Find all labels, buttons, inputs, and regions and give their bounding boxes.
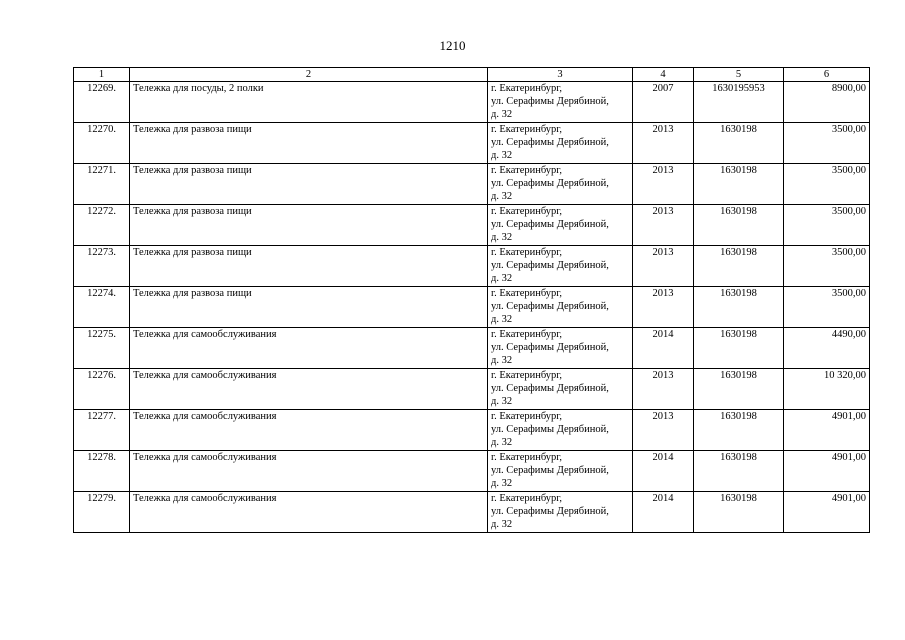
price-cell: 4901,00 <box>784 410 870 451</box>
address-line: д. 32 <box>491 191 513 202</box>
address-line: ул. Серафимы Дерябиной, <box>491 219 609 230</box>
item-number-cell: 12270. <box>74 123 130 164</box>
address-line: д. 32 <box>491 314 513 325</box>
table-row <box>74 205 870 246</box>
address-line: д. 32 <box>491 109 513 120</box>
item-name-cell: Тележка для самообслуживания <box>130 492 488 533</box>
item-name-cell: Тележка для самообслуживания <box>130 369 488 410</box>
price-cell: 10 320,00 <box>784 369 870 410</box>
address-line: г. Екатеринбург, <box>491 165 563 176</box>
price-cell: 4901,00 <box>784 492 870 533</box>
address-line: ул. Серафимы Дерябиной, <box>491 465 609 476</box>
item-name-cell: Тележка для самообслуживания <box>130 410 488 451</box>
address-line: д. 32 <box>491 519 513 530</box>
column-header-5: 5 <box>694 68 784 82</box>
item-number-cell: 12279. <box>74 492 130 533</box>
item-number-cell: 12272. <box>74 205 130 246</box>
address-cell <box>488 492 633 533</box>
item-number-cell: 12269. <box>74 82 130 123</box>
table-row <box>74 451 870 492</box>
item-number-cell: 12271. <box>74 164 130 205</box>
column-header-3: 3 <box>488 68 633 82</box>
address-line: ул. Серафимы Дерябиной, <box>491 260 609 271</box>
address-line: ул. Серафимы Дерябиной, <box>491 178 609 189</box>
address-cell <box>488 164 633 205</box>
price-cell: 3500,00 <box>784 123 870 164</box>
address-line: г. Екатеринбург, <box>491 329 563 340</box>
year-cell: 2014 <box>633 492 694 533</box>
year-cell: 2013 <box>633 205 694 246</box>
inventory-code-cell: 1630198 <box>694 451 784 492</box>
address-cell <box>488 328 633 369</box>
table-body <box>74 82 870 533</box>
address-line: г. Екатеринбург, <box>491 206 563 217</box>
table-row <box>74 123 870 164</box>
address-cell <box>488 82 633 123</box>
address-line: д. 32 <box>491 150 513 161</box>
price-cell: 3500,00 <box>784 205 870 246</box>
address-line: ул. Серафимы Дерябиной, <box>491 424 609 435</box>
year-cell: 2014 <box>633 328 694 369</box>
address-cell <box>488 410 633 451</box>
table-row <box>74 328 870 369</box>
table-row <box>74 246 870 287</box>
price-cell: 3500,00 <box>784 287 870 328</box>
item-number-cell: 12274. <box>74 287 130 328</box>
inventory-code-cell: 1630198 <box>694 492 784 533</box>
item-number-cell: 12276. <box>74 369 130 410</box>
address-line: г. Екатеринбург, <box>491 247 563 258</box>
address-line: д. 32 <box>491 437 513 448</box>
table-row <box>74 287 870 328</box>
address-line: ул. Серафимы Дерябиной, <box>491 383 609 394</box>
table-row <box>74 82 870 123</box>
address-cell <box>488 287 633 328</box>
inventory-code-cell: 1630198 <box>694 123 784 164</box>
address-line: ул. Серафимы Дерябиной, <box>491 506 609 517</box>
item-name-cell: Тележка для посуды, 2 полки <box>130 82 488 123</box>
inventory-table <box>73 67 870 533</box>
address-line: г. Екатеринбург, <box>491 124 563 135</box>
column-header-4: 4 <box>633 68 694 82</box>
address-line: г. Екатеринбург, <box>491 83 563 94</box>
address-line: д. 32 <box>491 396 513 407</box>
year-cell: 2014 <box>633 451 694 492</box>
address-line: г. Екатеринбург, <box>491 288 563 299</box>
item-number-cell: 12273. <box>74 246 130 287</box>
item-name-cell: Тележка для развоза пищи <box>130 205 488 246</box>
table-row <box>74 164 870 205</box>
header-row <box>74 68 870 82</box>
column-header-1: 1 <box>74 68 130 82</box>
address-line: ул. Серафимы Дерябиной, <box>491 342 609 353</box>
table-row <box>74 492 870 533</box>
item-name-cell: Тележка для развоза пищи <box>130 287 488 328</box>
inventory-code-cell: 1630198 <box>694 410 784 451</box>
address-line: ул. Серафимы Дерябиной, <box>491 301 609 312</box>
item-name-cell: Тележка для развоза пищи <box>130 164 488 205</box>
year-cell: 2013 <box>633 164 694 205</box>
year-cell: 2013 <box>633 369 694 410</box>
address-line: г. Екатеринбург, <box>491 452 563 463</box>
address-cell <box>488 205 633 246</box>
price-cell: 8900,00 <box>784 82 870 123</box>
address-cell <box>488 369 633 410</box>
price-cell: 4901,00 <box>784 451 870 492</box>
price-cell: 3500,00 <box>784 246 870 287</box>
address-line: г. Екатеринбург, <box>491 411 563 422</box>
address-cell <box>488 451 633 492</box>
page-number: 1210 <box>439 38 466 53</box>
table-header <box>74 68 870 82</box>
inventory-code-cell: 1630198 <box>694 369 784 410</box>
year-cell: 2007 <box>633 82 694 123</box>
address-line: д. 32 <box>491 355 513 366</box>
inventory-code-cell: 1630198 <box>694 164 784 205</box>
table-row <box>74 410 870 451</box>
address-cell <box>488 123 633 164</box>
address-line: д. 32 <box>491 478 513 489</box>
inventory-code-cell: 1630198 <box>694 328 784 369</box>
item-name-cell: Тележка для развоза пищи <box>130 246 488 287</box>
address-line: ул. Серафимы Дерябиной, <box>491 137 609 148</box>
item-name-cell: Тележка для самообслуживания <box>130 328 488 369</box>
inventory-code-cell: 1630198 <box>694 246 784 287</box>
column-header-6: 6 <box>784 68 870 82</box>
item-number-cell: 12278. <box>74 451 130 492</box>
address-line: г. Екатеринбург, <box>491 370 563 381</box>
price-cell: 4490,00 <box>784 328 870 369</box>
item-number-cell: 12277. <box>74 410 130 451</box>
table-row <box>74 369 870 410</box>
address-line: г. Екатеринбург, <box>491 493 563 504</box>
price-cell: 3500,00 <box>784 164 870 205</box>
address-line: ул. Серафимы Дерябиной, <box>491 96 609 107</box>
address-line: д. 32 <box>491 273 513 284</box>
column-header-2: 2 <box>130 68 488 82</box>
item-number-cell: 12275. <box>74 328 130 369</box>
inventory-code-cell: 1630198 <box>694 287 784 328</box>
address-line: д. 32 <box>491 232 513 243</box>
inventory-code-cell: 1630198 <box>694 205 784 246</box>
year-cell: 2013 <box>633 123 694 164</box>
year-cell: 2013 <box>633 287 694 328</box>
address-cell <box>488 246 633 287</box>
item-name-cell: Тележка для развоза пищи <box>130 123 488 164</box>
year-cell: 2013 <box>633 246 694 287</box>
inventory-code-cell: 1630195953 <box>694 82 784 123</box>
year-cell: 2013 <box>633 410 694 451</box>
item-name-cell: Тележка для самообслуживания <box>130 451 488 492</box>
